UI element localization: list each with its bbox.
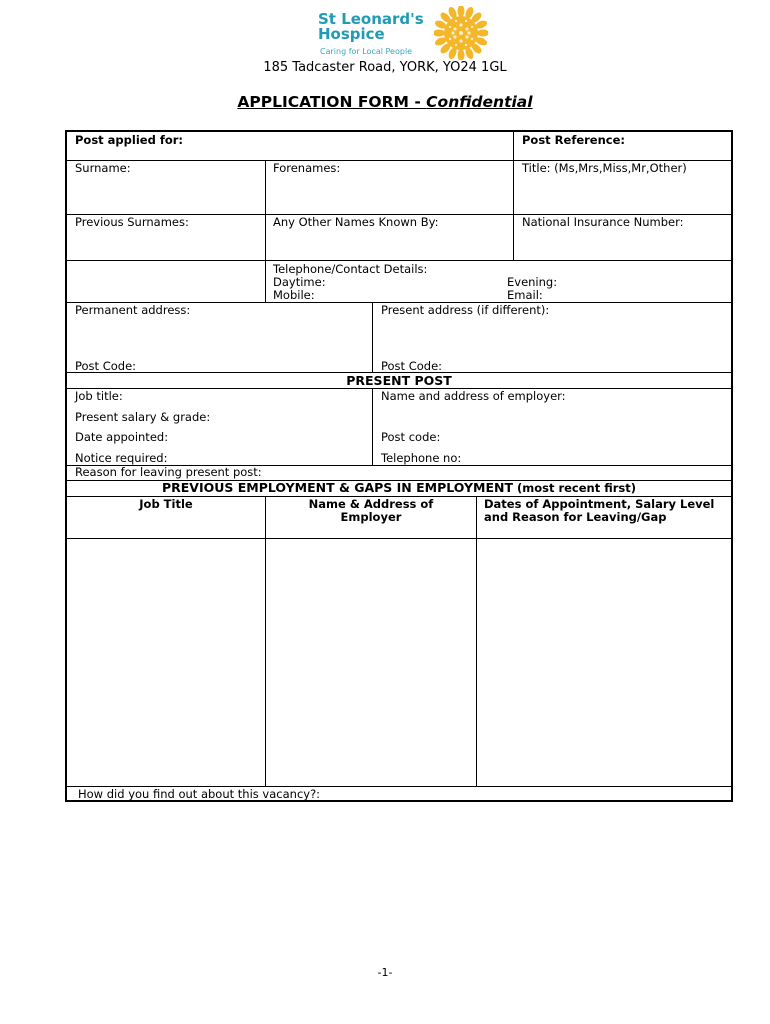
reason-leaving-label: Reason for leaving present post: (75, 465, 262, 479)
previous-surnames-label: Previous Surnames: (75, 215, 189, 229)
telephone-no-label: Telephone no: (381, 451, 462, 465)
logo-tagline: Caring for Local People (320, 47, 413, 56)
date-appointed-label: Date appointed: (75, 430, 169, 444)
hospice-address: 185 Tadcaster Road, YORK, YO24 1GL (263, 60, 507, 75)
forenames-label: Forenames: (273, 161, 341, 175)
logo-name (318, 12, 424, 42)
sunflower-icon (434, 6, 488, 60)
column-employer: Name & Address of Employer (308, 497, 434, 524)
vacancy-source-label: How did you find out about this vacancy?: (78, 787, 321, 801)
form-title-confidential: Confidential (426, 93, 533, 111)
form-title (0, 93, 770, 111)
employer-name-address-label: Name and address of employer: (381, 389, 566, 403)
title-label: Title: (Ms,Mrs,Miss,Mr,Other) (522, 161, 687, 175)
previous-employment-title: PREVIOUS EMPLOYMENT & GAPS IN EMPLOYMENT (161, 480, 513, 495)
post-reference-label: Post Reference: (522, 133, 626, 147)
present-salary-label: Present salary & grade: (75, 410, 211, 424)
previous-employment-note: (most recent first) (512, 481, 637, 495)
daytime-label: Daytime: (273, 275, 326, 289)
ni-number-label: National Insurance Number: (522, 215, 684, 229)
telephone-details-label: Telephone/Contact Details: (273, 262, 428, 276)
present-address-label: Present address (if different): (381, 303, 550, 317)
post-applied-for-label: Post applied for: (75, 133, 183, 147)
other-names-label: Any Other Names Known By: (273, 215, 439, 229)
logo-line-1: St Leonard's (318, 10, 424, 28)
application-form (65, 130, 733, 802)
surname-label: Surname: (75, 161, 131, 175)
previous-employment-heading (67, 481, 731, 495)
permanent-post-code-label: Post Code: (75, 359, 137, 373)
present-post-code-label: Post Code: (381, 359, 443, 373)
hospice-logo (318, 6, 488, 58)
logo-line-2: Hospice (318, 25, 385, 43)
evening-label: Evening: (507, 275, 558, 289)
employer-post-code-label: Post code: (381, 430, 441, 444)
page-number: -1- (377, 966, 393, 979)
notice-required-label: Notice required: (75, 451, 168, 465)
mobile-label: Mobile: (273, 288, 315, 302)
form-title-main: APPLICATION FORM - (237, 93, 427, 111)
column-dates: Dates of Appointment, Salary Level and Reason for Leaving/Gap (484, 497, 715, 524)
email-label: Email: (507, 288, 543, 302)
permanent-address-label: Permanent address: (75, 303, 191, 317)
job-title-label: Job title: (75, 389, 123, 403)
column-job-title: Job Title (139, 497, 193, 511)
present-post-heading: PRESENT POST (346, 373, 452, 388)
